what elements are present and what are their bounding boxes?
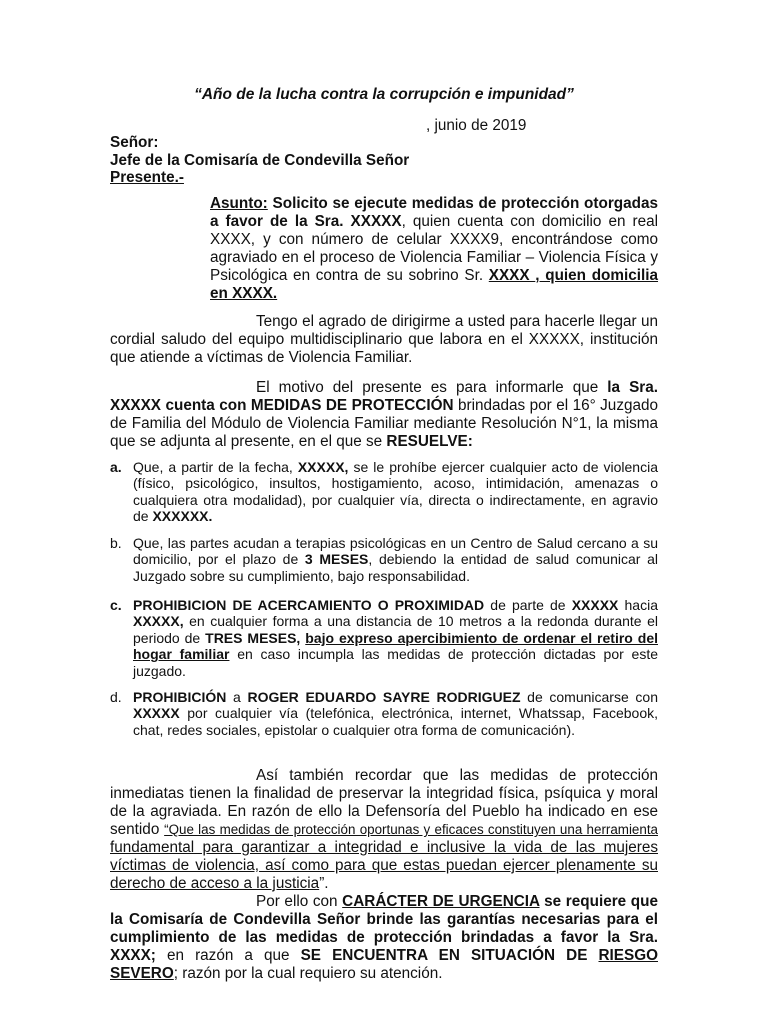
subject-bold-name: XXXX: [488, 267, 536, 284]
subject-bold-address: , quien domicilia en XXXX.: [210, 267, 659, 302]
urgency-bold-2: SE ENCUENTRA EN SITUACIÓN DE: [300, 947, 599, 964]
motive-resuelve: RESUELVE:: [386, 433, 473, 450]
item-c-bold-3: XXXXX,: [133, 613, 184, 630]
motto-heading: “Año de la lucha contra la corrupción e impunidad”: [194, 86, 574, 103]
addressee-recipient: Jefe de la Comisaría de Condevilla Señor: [110, 151, 410, 169]
urgency-bold-1: se requiere que la Comisaría de Condevilla Señor brinde las garantías necesarias para el cumplimiento de las medidas de protección brindadas a favor la Sra. XXXX;: [110, 893, 658, 964]
item-c-text-5: en caso incumpla las medidas de protección dictadas por este juzgado.: [133, 646, 658, 679]
addressee-block: [110, 134, 409, 187]
item-c-bold-2: XXXXX: [571, 597, 619, 613]
protection-text: Así también recordar que las medidas de protección inmediatas tienen la finalidad de preservar la integridad física, psíquica y moral de la agraviada. En razón de ello la Defensoría del Pueblo ha indicado en ese sentido: [110, 767, 658, 838]
item-d-text-2: de comunicarse con: [520, 689, 658, 705]
protection-quote-end: ”.: [319, 875, 329, 892]
resolution-item-a: [110, 459, 658, 525]
item-d-bold-2: ROGER EDUARDO SAYRE RODRIGUEZ: [247, 689, 521, 705]
item-c-marker: c.: [110, 597, 122, 613]
date-line: , junio de 2019: [426, 117, 527, 134]
subject-text: , quien cuenta con domicilio en real XXXX, y con número de celular XXXX9, encontrándose como agraviado en el proceso de Violencia Familiar – Violencia Física y Psicológica en contra de su sobrino Sr.: [210, 213, 658, 284]
intro-paragraph-text: Tengo el agrado de dirigirme a usted para hacerle llegar un cordial saludo del equipo multidisciplinario que labora en el XXXXX, institución que atiende a víctimas de Violencia Familiar.: [110, 313, 658, 366]
item-c-bold-1: PROHIBICION DE ACERCAMIENTO O PROXIMIDAD: [133, 597, 485, 613]
item-c-text-1: de parte de: [484, 597, 572, 613]
protection-quote-1: “Que las medidas de protección oportunas y eficaces constituyen una herramienta: [164, 822, 658, 837]
item-d-marker: d.: [110, 689, 122, 705]
item-d-text-1: a: [226, 689, 248, 705]
urgency-text-1: Por ello con: [256, 893, 343, 910]
item-b-text-1: Que, las partes acudan a terapias psicológicas en un Centro de Salud cercano a su domicilio, por el plazo de: [133, 535, 658, 568]
item-b-marker: b.: [110, 535, 122, 551]
item-d-text-3: por cualquier vía (telefónica, electrónica, internet, Whatssap, Facebook, chat, redes sociales, epistolar o cualquier otra forma de comunicación).: [133, 705, 658, 738]
resolution-item-c: [110, 597, 658, 679]
subject-block: [210, 195, 658, 303]
item-b-bold-1: 3 MESES: [304, 551, 369, 568]
item-c-text-2: hacia: [618, 597, 658, 613]
motive-text-1: El motivo del presente es para informarle que: [256, 379, 608, 396]
urgency-paragraph: [110, 893, 658, 983]
subject-label: Asunto:: [210, 195, 268, 212]
item-d-bold-3: XXXXX: [133, 705, 180, 722]
protection-paragraph: [110, 767, 658, 893]
item-b-text-2: , debiendo la entidad de salud comunicar al Juzgado sobre su cumplimiento, bajo responsabilidad.: [133, 551, 658, 584]
item-c-bold-4: TRES MESES,: [205, 629, 301, 646]
item-c-text-3: en cualquier forma a una distancia de 10 metros a la redonda durante el periodo de: [133, 613, 658, 646]
urgency-text-3: ; razón por la cual requiero su atención.: [173, 965, 443, 982]
addressee-presente: Presente.-: [110, 169, 184, 186]
subject-bold-intro: Solicito se ejecute medidas de protección otorgadas a favor de la Sra. XXXXX: [210, 195, 658, 230]
item-d-bold-1: PROHIBICIÓN: [133, 689, 227, 705]
item-a-text-2: se le prohíbe ejercer cualquier acto de violencia (físico, psicológico, insultos, hostigamiento, acoso, intimidación, amenazas o cualquiera otra modalidad), por cualquier vía, directa o indirectamente, en agravio de: [133, 459, 658, 525]
urgency-caracter: CARÁCTER DE URGENCIA: [342, 893, 540, 910]
resolution-item-d: [110, 689, 658, 738]
protection-quote-2: fundamental para garantizar a integridad e inclusive la vida de las mujeres víctimas de violencia, así como para que estas puedan ejercer plenamente su derecho de acceso a la justicia: [110, 839, 658, 892]
motive-bold-1: la Sra. XXXXX cuenta con MEDIDAS DE PROTECCIÓN: [110, 379, 658, 414]
resolution-item-b: [110, 535, 658, 584]
item-a-bold-2: XXXXXX.: [152, 508, 213, 525]
addressee-salutation: Señor:: [110, 134, 159, 151]
urgency-riesgo: RIESGO SEVERO: [110, 947, 658, 982]
intro-paragraph: [110, 313, 658, 367]
urgency-text-2: en razón a que: [155, 947, 301, 964]
motive-text-2: brindadas por el 16° Juzgado de Familia del Módulo de Violencia Familiar mediante Resolución N°1, la misma que se adjunta al presente, en el que se: [110, 397, 658, 450]
item-a-marker: a.: [110, 459, 122, 475]
item-c-bold-underline: bajo expreso apercibimiento de ordenar el retiro del hogar familiar: [133, 629, 658, 663]
item-a-text-1: Que, a partir de la fecha,: [133, 459, 298, 475]
motive-paragraph: [110, 379, 658, 451]
item-a-bold-1: XXXXX,: [297, 459, 349, 475]
